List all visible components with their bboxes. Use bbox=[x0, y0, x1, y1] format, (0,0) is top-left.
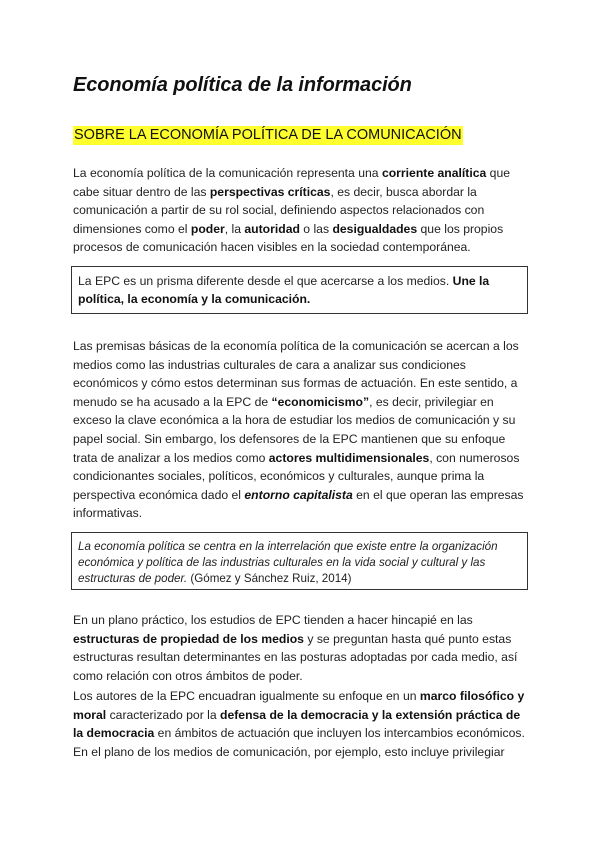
paragraph-text: o las bbox=[299, 221, 333, 236]
paragraph-text: , con numerosos condicionantes sociales, políticos, económicos y culturales, aunque prima la perspectiva económica dado el bbox=[73, 450, 520, 502]
paragraph-text: , la bbox=[224, 221, 245, 236]
document-title: Economía política de la información bbox=[73, 74, 412, 96]
paragraph-marco-filosofico bbox=[73, 687, 528, 761]
bold-term: perspectivas críticas bbox=[209, 184, 331, 199]
paragraph-text: En un plano práctico, los estudios de EPC tienden a hacer hincapié en las bbox=[73, 613, 473, 627]
bold-term: marco filosófico y moral bbox=[73, 689, 525, 722]
bold-term: autoridad bbox=[244, 221, 300, 236]
paragraph-text: La economía política de la comunicación representa una bbox=[73, 166, 382, 180]
bold-italic-term: entorno capitalista bbox=[244, 487, 353, 502]
paragraph-text: que cabe situar dentro de las bbox=[73, 166, 511, 199]
box-bold-text: Une la política, la economía y la comunicación. bbox=[78, 274, 490, 306]
paragraph-text: , es decir, privilegiar en exceso la clave económica a la hora de estudiar los medios de comunicación y su papel social. Sin embargo, los defensores de la EPC mantienen que su enfoque trata de analizar a los medios como bbox=[73, 394, 516, 465]
paragraph-text: Las premisas básicas de la economía política de la comunicación se acercan a los medios como las industrias culturales de cara a analizar sus condiciones económicos y cómo estos determinan sus formas de actuación. En este sentido, a menudo se ha acusado a la EPC de bbox=[73, 339, 519, 409]
bold-term: actores multidimensionales bbox=[268, 450, 430, 465]
paragraph-intro bbox=[73, 164, 528, 257]
bold-term: poder bbox=[190, 221, 225, 236]
bold-term: “economicismo” bbox=[271, 394, 370, 409]
quote-citation: (Gómez y Sánchez Ruiz, 2014) bbox=[187, 571, 352, 585]
section-heading-highlighted: SOBRE LA ECONOMÍA POLÍTICA DE LA COMUNICACIÓN bbox=[74, 127, 462, 143]
paragraph-estructuras bbox=[73, 611, 528, 685]
paragraph-text: y se preguntan hasta qué punto estas estructuras resultan determinantes en las posturas adoptadas por cada medio, así como relación con otros ámbitos de poder. bbox=[73, 631, 518, 683]
highlight-box-epc-definition bbox=[71, 266, 528, 314]
paragraph-text: , es decir, busca abordar la comunicación a partir de su rol social, definiendo aspectos relacionados con dimensiones como el bbox=[73, 184, 485, 236]
paragraph-text: en el que operan las empresas informativas. bbox=[73, 487, 524, 521]
paragraph-premisas bbox=[73, 337, 528, 523]
quote-italic-text: La economía política se centra en la interrelación que existe entre la organización económica y política de las industrias culturales en la vida social y cultural y las estructuras de poder. bbox=[78, 540, 498, 585]
paragraph-text: en ámbitos de actuación que incluyen los intercambios económicos. En el plano de los medios de comunicación, por ejemplo, esto incluye privilegiar bbox=[73, 726, 525, 759]
paragraph-text: Los autores de la EPC encuadran igualmente su enfoque en un bbox=[73, 689, 420, 703]
quote-box-citation bbox=[71, 532, 528, 590]
bold-term: corriente analítica bbox=[381, 166, 487, 180]
paragraph-text: que los propios procesos de comunicación hacen visibles en la sociedad contemporánea. bbox=[73, 221, 504, 255]
bold-term: estructuras de propiedad de los medios bbox=[73, 631, 304, 646]
bold-term: desigualdades bbox=[332, 221, 418, 236]
box-text: La EPC es un prisma diferente desde el que acercarse a los medios. bbox=[78, 274, 453, 288]
bold-term: defensa de la democracia y la extensión práctica de la democracia bbox=[73, 707, 521, 741]
paragraph-text: caracterizado por la bbox=[106, 707, 221, 722]
